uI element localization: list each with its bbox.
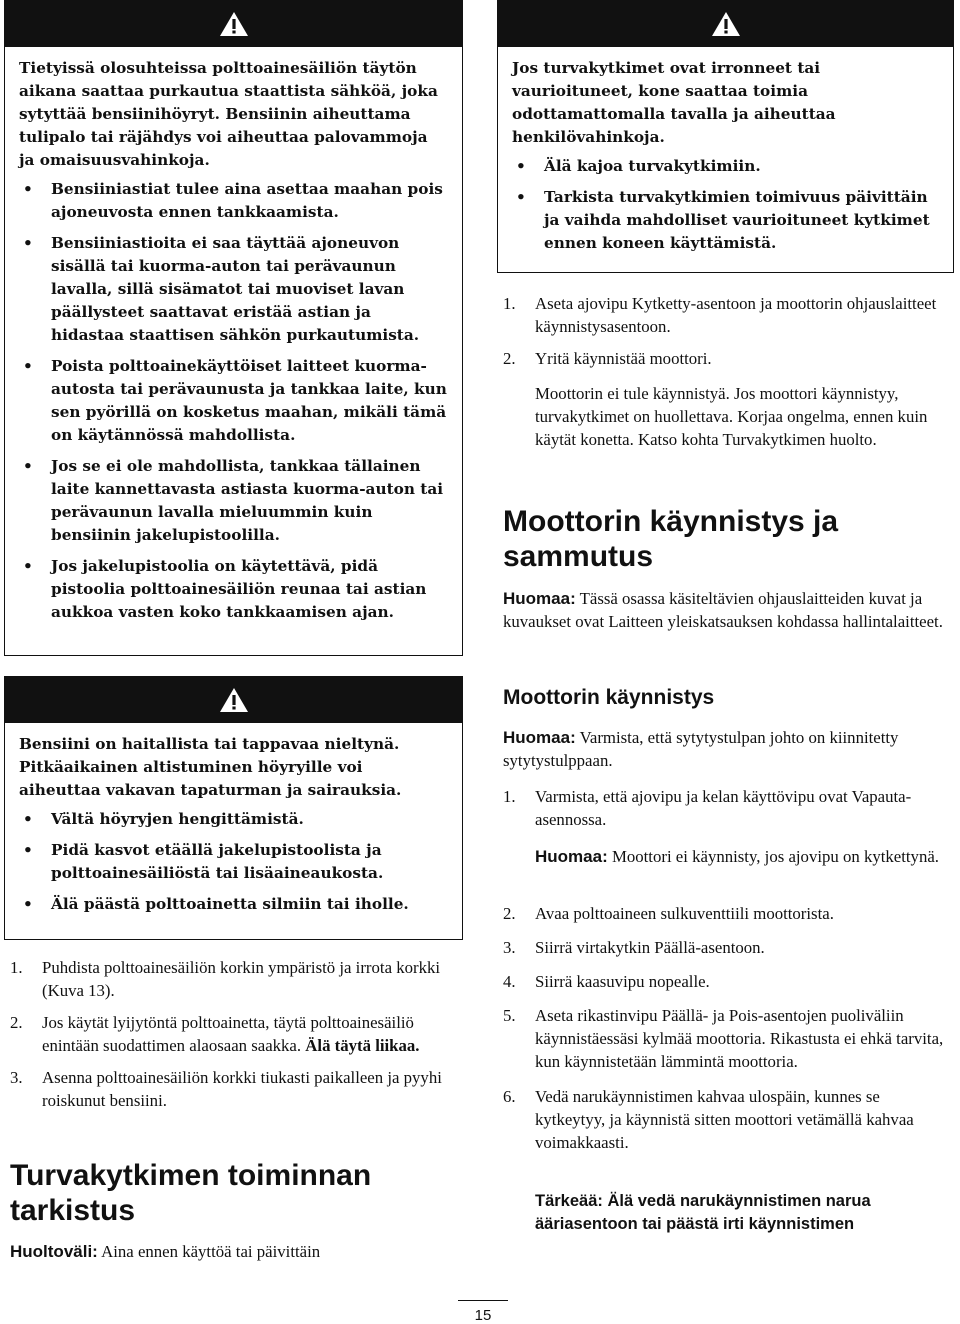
list-item [503, 1085, 953, 1154]
warning-bullets [512, 155, 939, 255]
warning-bullet [19, 232, 448, 347]
step-text: Asenna polttoainesäiliön korkki tiukasti paikalleen ja pyyhi roiskunut bensiini. [42, 1068, 442, 1110]
step-text: Jos käytät lyijytöntä polttoainetta, täytä polttoainesäiliö enintään suodattimen alaosaan saakka. [42, 1013, 414, 1055]
step-number: 1. [10, 958, 23, 977]
bullet-glyph: • [23, 557, 33, 575]
fueling-steps [10, 956, 460, 1121]
list-item [10, 1011, 460, 1057]
step-text: Siirrä kaasuvipu nopealle. [535, 972, 710, 991]
list-item [503, 1004, 953, 1073]
warning-intro: Jos turvakytkimet ovat irronneet tai vaurioituneet, kone saattaa toimia odottamattomalla tavalla ja aiheuttaa henkilövahinkoja. [512, 59, 836, 146]
bullet-text: Pidä kasvot etäällä jakelupistoolista ja polttoainesäiliöstä tai lisäaineaukosta. [51, 841, 384, 882]
list-item [503, 292, 953, 338]
bullet-glyph: • [23, 357, 33, 375]
important-text: Älä vedä narukäynnistimen narua ääriasentoon tai päästä irti käynnistimen [535, 1192, 871, 1233]
warning-triangle-icon [219, 11, 249, 37]
list-item [10, 956, 460, 1002]
warning-body [5, 47, 462, 644]
step-text: Varmista, että ajovipu ja kelan käyttövipu ovat Vapauta-asennossa. [535, 787, 912, 829]
warning-bullet [512, 186, 939, 255]
step-number: 2. [503, 349, 516, 368]
bullet-glyph: • [516, 157, 526, 175]
step-number: 3. [503, 938, 516, 957]
note-label: Huomaa: [503, 728, 576, 747]
list-item [503, 785, 953, 831]
list-item [503, 970, 953, 993]
warning-bullet [19, 555, 448, 624]
bullet-glyph: • [23, 457, 33, 475]
bullet-text: Älä päästä polttoainetta silmiin tai iholle. [51, 895, 409, 913]
start-stop-title: Moottorin käynnistys ja sammutus [503, 505, 839, 573]
warning-box-fuel-toxic [4, 676, 463, 940]
step-number: 6. [503, 1087, 516, 1106]
warning-header [5, 677, 462, 723]
interval-value: Aina ennen käyttöä tai päivittäin [101, 1242, 321, 1261]
step-number: 5. [503, 1006, 516, 1025]
warning-intro: Tietyissä olosuhteissa polttoainesäiliön täytön aikana saattaa purkautua staattista sähköä, joka sytyttää bensiinihöyryt. Bensiinin aiheuttama tulipalo tai räjähdys voi aiheuttaa palovammoja ja omaisuusvahinkoja. [19, 59, 438, 169]
warning-box-fuel-fire [4, 0, 463, 656]
starting-steps [503, 902, 953, 1163]
starting-title: Moottorin käynnistys [503, 686, 715, 709]
warning-bullet [19, 893, 448, 916]
bullet-text: Vältä höyryjen hengittämistä. [51, 810, 304, 828]
warning-header [498, 1, 953, 47]
step-number: 3. [10, 1068, 23, 1087]
warning-bullet [19, 839, 448, 885]
bullet-text: Bensiiniastioita ei saa täyttää ajoneuvon sisällä tai kuorma-auton tai perävaunun lavalla, sillä sisämatot tai muoviset lavan päällysteet saattavat eristää astian ja hidastaa staattisen sähkön purkautumista. [51, 234, 420, 344]
warning-bullet [19, 455, 448, 547]
step-number: 4. [503, 972, 516, 991]
step-text: Aseta ajovipu Kytketty-asentoon ja moottorin ohjauslaitteet käynnistysasentoon. [535, 294, 937, 336]
bullet-text: Bensiiniastiat tulee aina asettaa maahan pois ajoneuvosta ennen tankkaamista. [51, 180, 443, 221]
step-number: 2. [503, 904, 516, 923]
starting-note [503, 726, 953, 772]
starting-important [535, 1190, 951, 1236]
warning-bullet [19, 355, 448, 447]
bullet-text: Jos jakelupistoolia on käytettävä, pidä pistoolia polttoainesäiliön reunaa tai astian aukkoa vasten koko tankkaamisen ajan. [51, 557, 427, 621]
step-text: Avaa polttoaineen sulkuventtiili moottorista. [535, 904, 834, 923]
step-text: Aseta rikastinvipu Päällä- ja Pois-asentojen puoliväliin käynnistäessäsi kylmää moottoria. Rikastusta ei ehkä tarvita, kun käynnistetään lämmintä moottoria. [535, 1006, 944, 1071]
step-number: 1. [503, 787, 516, 806]
warning-intro: Bensiini on haitallista tai tappavaa nieltynä. Pitkäaikainen altistuminen höyryille voi aiheuttaa vakavan tapaturman ja sairauksia. [19, 735, 402, 799]
important-label: Tärkeää: [535, 1192, 603, 1210]
note-text: Moottori ei käynnisty, jos ajovipu on kytkettynä. [611, 847, 939, 866]
warning-triangle-icon [711, 11, 741, 37]
warning-bullet [19, 808, 448, 831]
bullet-glyph: • [23, 180, 33, 198]
list-item [503, 347, 953, 370]
safety-check-steps [503, 292, 953, 379]
step-emphasis: Älä täytä liikaa. [305, 1036, 420, 1055]
warning-bullet [512, 155, 939, 178]
safety-check-title: Turvakytkimen toiminnan tarkistus [10, 1159, 372, 1227]
list-item [503, 902, 953, 925]
warning-body [498, 47, 953, 275]
bullet-glyph: • [23, 841, 33, 859]
warning-bullets [19, 808, 448, 916]
start-stop-note [503, 587, 953, 633]
bullet-glyph: • [516, 188, 526, 206]
note-label: Huomaa: [503, 589, 576, 608]
service-interval [10, 1240, 460, 1263]
starting-step-1 [503, 785, 953, 840]
page-number: 15 [458, 1300, 508, 1324]
step-number: 2. [10, 1013, 23, 1032]
warning-triangle-icon [219, 687, 249, 713]
step-text: Puhdista polttoainesäiliön korkin ympäristö ja irrota korkki (Kuva 13). [42, 958, 441, 1000]
note-text: Varmista, että sytytystulpan johto on kiinnitetty sytytystulppaan. [503, 728, 899, 770]
note-label: Huomaa: [535, 847, 608, 866]
bullet-glyph: • [23, 895, 33, 913]
step-text: Vedä narukäynnistimen kahvaa ulospäin, kunnes se kytkeytyy, ja käynnistä sitten moottori vetämällä kahvaa voimakkaasti. [535, 1087, 914, 1152]
warning-bullets [19, 178, 448, 624]
list-item [10, 1066, 460, 1112]
list-item [503, 936, 953, 959]
bullet-glyph: • [23, 234, 33, 252]
interval-label: Huoltoväli: [10, 1242, 98, 1261]
step-number: 1. [503, 294, 516, 313]
step-text: Yritä käynnistää moottori. [535, 349, 712, 368]
warning-header [5, 1, 462, 47]
bullet-glyph: • [23, 810, 33, 828]
bullet-text: Poista polttoainekäyttöiset laitteet kuorma-autosta tai perävaunusta ja tankkaa laite, kun sen pyörillä on kosketus maahan, mikäli tämä on käytännössä mahdollista. [51, 357, 447, 444]
bullet-text: Jos se ei ole mahdollista, tankkaa tällainen laite kannettavasta astiasta kuorma-auton tai perävaunun lavalla mieluummin kuin bensiinin jakelupistoolilla. [51, 457, 444, 544]
bullet-text: Tarkista turvakytkimien toimivuus päivittäin ja vaihda mahdolliset vaurioituneet kytkimet ennen koneen käyttämistä. [544, 188, 930, 252]
note-text: Tässä osassa käsiteltävien ohjauslaitteiden kuvat ja kuvaukset ovat Laitteen yleiskatsauksen kohdassa hallintalaitteet. [503, 589, 943, 631]
step-text: Siirrä virtakytkin Päällä-asentoon. [535, 938, 765, 957]
starting-step1-note [535, 845, 951, 868]
safety-check-result: Moottorin ei tule käynnistyä. Jos moottori käynnistyy, turvakytkimet on huollettava. Korjaa ongelma, ennen kuin käytät konetta. Katso kohta Turvakytkimen huolto. [535, 384, 928, 449]
warning-body [5, 723, 462, 936]
bullet-text: Älä kajoa turvakytkimiin. [544, 157, 761, 175]
warning-bullet [19, 178, 448, 224]
warning-box-safety-switches [497, 0, 954, 273]
